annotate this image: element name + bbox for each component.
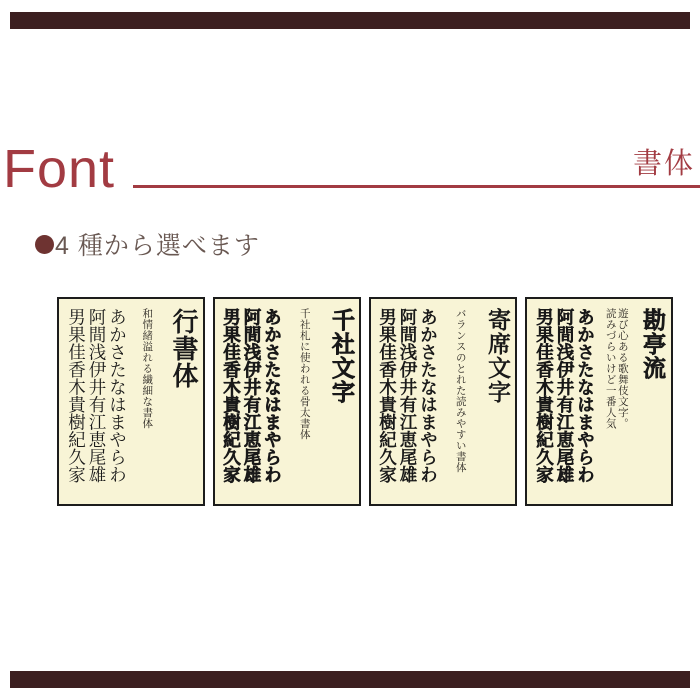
card-content [534, 308, 664, 496]
font-card-yosemoji [369, 297, 517, 506]
font-cards [57, 297, 673, 506]
sample-text-column: あかさたなはまやらわ [106, 308, 127, 483]
selection-count-row [35, 226, 260, 262]
font-card-title: 千社文字 [328, 308, 354, 404]
sample-text-columns [66, 308, 125, 483]
font-card-description: バランスのとれた読みやすい書体 [454, 308, 467, 473]
font-card-title: 勘亭流 [639, 308, 666, 380]
font-card-title: 行書体 [168, 308, 198, 389]
font-card-gyoshotai [57, 297, 205, 506]
sample-text-column: あかさたなはまやらわ [418, 308, 439, 483]
sample-text-column: 男果佳香木貴樹紀久家 [221, 308, 242, 483]
sample-text-column: 阿間浅伊井有江恵尾雄 [554, 308, 574, 483]
sample-text-column: 男果佳香木貴樹紀久家 [377, 308, 398, 483]
page-title-en: Font [3, 139, 116, 199]
sample-text-columns [534, 308, 593, 483]
font-card-description: 和情緒溢れる繊細な書体 [141, 308, 154, 429]
card-content [66, 308, 196, 496]
sample-text-column: 阿間浅伊井有江恵尾雄 [86, 308, 106, 483]
font-card-title: 寄席文字 [484, 308, 510, 404]
header-divider-line [133, 185, 700, 188]
sample-text-column: 男果佳香木貴樹紀久家 [533, 308, 554, 483]
bullet-icon [35, 235, 54, 254]
sample-text-columns [222, 308, 281, 483]
font-card-description: 千社札に使われる骨太書体 [298, 308, 311, 440]
sample-text-column: 阿間浅伊井有江恵尾雄 [398, 308, 418, 483]
sample-text-column: あかさたなはまやらわ [262, 308, 283, 483]
sample-text-column: あかさたなはまやらわ [574, 308, 595, 483]
card-content [222, 308, 352, 496]
sample-text-columns [378, 308, 437, 483]
font-card-senjamoji [213, 297, 361, 506]
sample-text-column: 男果佳香木貴樹紀久家 [65, 308, 86, 483]
selection-count-text: 4 種から選べます [55, 232, 260, 260]
page-title-ja: 書体 [632, 148, 695, 180]
bottom-border-bar [10, 671, 690, 688]
card-content [378, 308, 508, 496]
top-border-bar [10, 12, 690, 29]
sample-text-column: 阿間浅伊井有江恵尾雄 [242, 308, 262, 483]
font-card-description: 遊び心ある歌舞伎文字。 読みづらいけど一番人気 [604, 308, 629, 429]
font-card-kanteiryu [525, 297, 673, 506]
